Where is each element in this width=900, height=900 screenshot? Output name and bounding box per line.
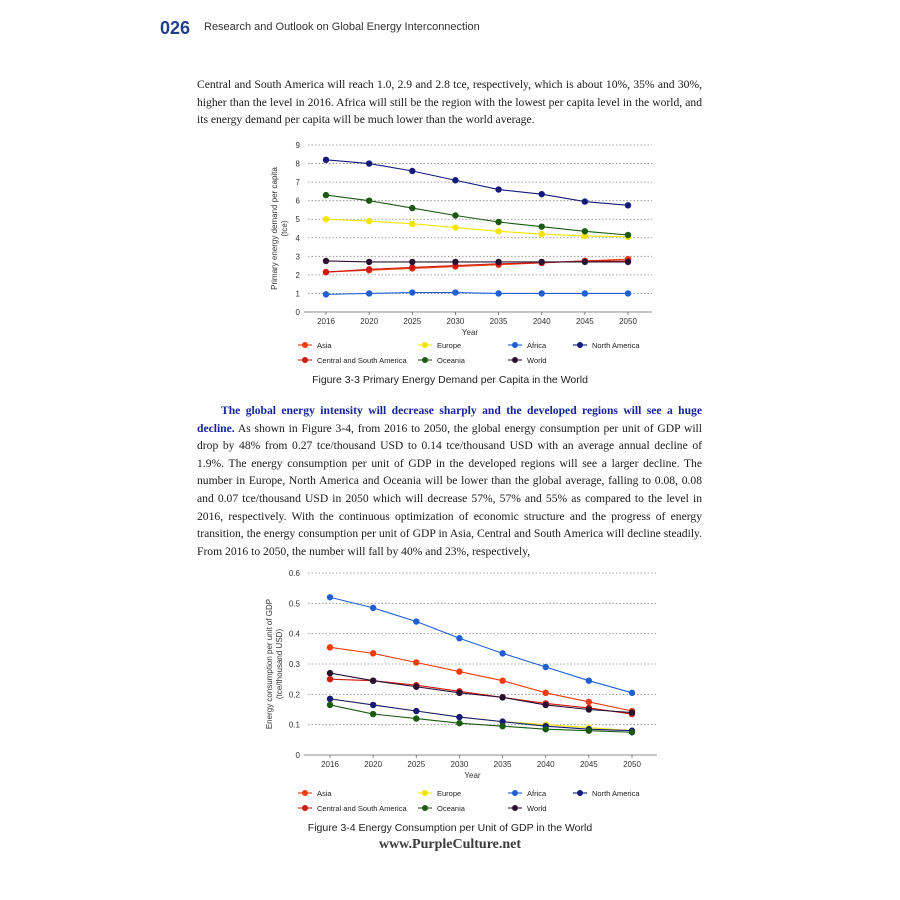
fig33-line-world <box>326 261 628 262</box>
fig33-point-central-and-south-america <box>452 262 458 268</box>
fig33-ytick-label: 0 <box>295 308 300 317</box>
fig33-xtick-label: 2040 <box>532 317 551 326</box>
fig33-point-central-and-south-america <box>625 258 631 264</box>
fig33-point-europe <box>539 231 545 237</box>
fig34-point-europe <box>370 702 376 708</box>
fig33-y-axis-title: Primary energy demand per capita <box>270 167 279 290</box>
fig33-legend-label-world: World <box>527 356 547 365</box>
fig33-point-world <box>495 259 501 265</box>
fig34-point-africa <box>629 690 635 696</box>
fig34-point-africa <box>456 635 462 641</box>
fig34-ytick-label: 0.2 <box>288 690 300 700</box>
fig34-y-axis-title: Energy consumption per unit of GDP <box>265 598 274 730</box>
fig33-point-central-and-south-america <box>582 258 588 264</box>
fig33-ytick-label: 8 <box>295 159 300 169</box>
fig34-point-asia <box>543 690 549 696</box>
fig33-point-europe <box>452 224 458 230</box>
fig33-point-central-and-south-america <box>495 261 501 267</box>
fig33-point-africa <box>582 290 588 296</box>
fig34-legend-marker-oceania <box>422 805 428 811</box>
fig34-point-oceania <box>413 715 419 721</box>
fig34-ytick-label: 0.3 <box>288 660 300 669</box>
fig33-ytick-label: 9 <box>295 141 300 150</box>
fig34-legend-marker-world <box>512 805 518 811</box>
fig33-x-axis-title: Year <box>461 328 479 337</box>
fig33-point-central-and-south-america <box>366 266 372 272</box>
fig34-point-central-and-south-america <box>629 711 635 717</box>
fig33-xtick-label: 2020 <box>360 317 379 326</box>
fig33-point-world <box>323 258 329 264</box>
fig33-point-africa <box>409 289 415 295</box>
fig34-point-asia <box>586 699 592 705</box>
fig33-ytick-label: 7 <box>295 178 300 188</box>
fig33-ytick-label: 6 <box>295 196 300 206</box>
fig33-point-oceania <box>409 205 415 211</box>
fig34-point-world <box>586 706 592 712</box>
fig34-ytick-label: 0.6 <box>288 569 300 578</box>
fig33-point-world <box>625 259 631 265</box>
fig33-point-africa <box>323 291 329 297</box>
fig34-point-oceania <box>586 728 592 734</box>
fig33-xtick-label: 2025 <box>403 317 422 326</box>
fig34-xtick-label: 2040 <box>536 760 555 769</box>
fig33-point-central-and-south-america <box>409 264 415 270</box>
fig33-point-africa <box>366 290 372 296</box>
fig33-legend-label-oceania: Oceania <box>437 356 465 365</box>
fig34-legend-marker-africa <box>512 790 518 796</box>
fig33-point-oceania <box>323 192 329 198</box>
fig33-point-world <box>366 259 372 265</box>
fig34-point-central-and-south-america <box>586 705 592 711</box>
watermark <box>0 837 900 853</box>
fig34-point-africa <box>586 677 592 683</box>
fig33-xtick-label: 2050 <box>619 317 637 326</box>
fig34-legend-label-africa: Africa <box>527 789 547 798</box>
fig33-point-europe <box>582 233 588 239</box>
fig34-ytick-label: 0.4 <box>288 629 300 639</box>
fig34-point-oceania <box>499 723 505 729</box>
fig33-point-oceania <box>625 232 631 238</box>
fig34-point-europe <box>327 696 333 702</box>
fig33-ytick-label: 4 <box>295 233 300 243</box>
fig33-point-europe <box>409 221 415 227</box>
fig33-point-asia <box>539 260 545 266</box>
fig33-point-north-america <box>409 168 415 174</box>
fig34-point-north-america <box>456 714 462 720</box>
fig34-legend-marker-north-america <box>577 790 583 796</box>
fig34-line-central-and-south-america <box>330 679 632 714</box>
fig34-x-axis-title: Year <box>464 771 481 780</box>
fig33-point-asia <box>452 263 458 269</box>
fig34-point-africa <box>543 664 549 670</box>
fig33-point-africa <box>625 290 631 296</box>
fig33-point-central-and-south-america <box>323 269 329 275</box>
fig33-point-oceania <box>539 223 545 229</box>
fig33-legend-label-central-and-south-america: Central and South America <box>317 356 407 365</box>
fig34-point-central-and-south-america <box>327 676 333 682</box>
fig34-point-north-america <box>413 708 419 714</box>
fig33-legend-marker-europe <box>422 342 428 348</box>
fig33-ytick-label: 5 <box>295 215 300 225</box>
fig34-point-asia <box>370 650 376 656</box>
fig34-legend-marker-asia <box>302 790 308 796</box>
fig34-ytick-label: 0.5 <box>288 599 300 609</box>
fig33-point-north-america <box>495 186 501 192</box>
fig33-point-europe <box>366 218 372 224</box>
fig33-point-asia <box>323 269 329 275</box>
fig33-point-north-america <box>452 177 458 183</box>
page-number: 026 <box>160 18 191 38</box>
fig33-legend-label-africa: Africa <box>527 341 547 350</box>
fig33-point-world <box>452 259 458 265</box>
fig33-point-asia <box>495 261 501 267</box>
fig34-point-europe <box>629 728 635 734</box>
fig34-legend-label-central-and-south-america: Central and South America <box>317 804 407 813</box>
fig34-xtick-label: 2045 <box>579 760 598 769</box>
fig34-y-axis-unit: (tce/thousand USD) <box>275 628 284 700</box>
fig33-line-north-america <box>326 160 628 205</box>
figure-3-3-caption: Figure 3-3 Primary Energy Demand per Capita in the World <box>312 374 588 386</box>
fig34-line-asia <box>330 647 632 711</box>
fig34-xtick-label: 2050 <box>623 760 641 769</box>
fig34-xtick-label: 2035 <box>493 760 512 769</box>
fig34-point-asia <box>327 644 333 650</box>
fig34-point-north-america <box>327 696 333 702</box>
fig34-line-europe <box>330 699 632 731</box>
fig34-legend-label-asia: Asia <box>317 789 332 798</box>
fig34-point-north-america <box>586 726 592 732</box>
fig34-point-central-and-south-america <box>499 694 505 700</box>
fig34-point-oceania <box>629 729 635 735</box>
fig33-point-central-and-south-america <box>539 260 545 266</box>
fig33-point-north-america <box>323 157 329 163</box>
fig33-point-north-america <box>582 198 588 204</box>
paragraph-2 <box>197 402 702 560</box>
fig34-point-asia <box>629 708 635 714</box>
paragraph-2-body: As shown in Figure 3-4, from 2016 to 2050, the global energy consumption per unit of GDP will drop by 48% from 0.27 tce/thousand USD to 0.14 tce/thousand USD with an average annual decline of 1.9%. The energy consumption per unit of GDP in the developed regions will see a larger decline. The number in Europe, North America and Oceania will be lower than the global average, falling to 0.08, 0.08 and 0.07 tce/thousand USD in 2050 which will decrease 57%, 57% and 55% as compared to the level in 2016, respectively. With the continuous optimization of economic structure and the progress of energy transition, the energy consumption per unit of GDP in Asia, Central and South America will decline steadily. From 2016 to 2050, the number will fall by 40% and 23%, respectively, <box>197 421 702 558</box>
fig34-point-north-america <box>629 728 635 734</box>
fig34-ytick-label: 0 <box>295 751 300 760</box>
fig33-y-axis-unit: (tce) <box>280 220 289 237</box>
fig33-point-asia <box>625 256 631 262</box>
fig33-xtick-label: 2045 <box>575 317 594 326</box>
fig33-legend-marker-asia <box>302 342 308 348</box>
fig33-ytick-label: 3 <box>295 252 300 262</box>
fig34-point-north-america <box>543 723 549 729</box>
fig33-xtick-label: 2035 <box>489 317 508 326</box>
fig33-ytick-label: 1 <box>295 289 300 299</box>
fig34-xtick-label: 2020 <box>364 760 383 769</box>
fig34-point-central-and-south-america <box>456 688 462 694</box>
fig33-point-world <box>409 259 415 265</box>
fig34-point-africa <box>327 594 333 600</box>
fig33-point-europe <box>625 234 631 240</box>
fig33-point-world <box>582 259 588 265</box>
fig33-legend-marker-central-and-south-america <box>302 357 308 363</box>
fig34-point-africa <box>413 618 419 624</box>
fig34-point-world <box>456 690 462 696</box>
fig34-legend-label-oceania: Oceania <box>437 804 465 813</box>
fig34-point-world <box>629 709 635 715</box>
running-title: Research and Outlook on Global Energy Interconnection <box>204 21 480 33</box>
figure-3-4-caption: Figure 3-4 Energy Consumption per Unit of GDP in the World <box>307 822 593 834</box>
fig34-point-north-america <box>370 702 376 708</box>
fig33-line-europe <box>326 219 628 237</box>
fig34-legend-label-north-america: North America <box>592 789 640 798</box>
fig33-point-africa <box>452 289 458 295</box>
fig33-point-north-america <box>366 160 372 166</box>
fig33-point-asia <box>582 258 588 264</box>
fig34-point-oceania <box>370 711 376 717</box>
fig33-legend-marker-north-america <box>577 342 583 348</box>
watermark-url: www.PurpleCulture.net <box>378 837 522 852</box>
fig33-legend-marker-oceania <box>422 357 428 363</box>
fig34-point-oceania <box>327 702 333 708</box>
fig33-legend-label-north-america: North America <box>592 341 640 350</box>
fig34-point-north-america <box>499 718 505 724</box>
fig33-legend-label-europe: Europe <box>437 341 462 350</box>
fig34-legend-label-europe: Europe <box>437 789 462 798</box>
fig33-point-asia <box>409 265 415 271</box>
fig33-point-africa <box>539 290 545 296</box>
fig34-point-central-and-south-america <box>370 677 376 683</box>
fig34-point-world <box>543 702 549 708</box>
fig33-point-north-america <box>539 191 545 197</box>
fig34-line-world <box>330 673 632 712</box>
fig33-point-europe <box>323 216 329 222</box>
fig33-xtick-label: 2016 <box>317 317 335 326</box>
fig33-legend-marker-world <box>512 357 518 363</box>
fig33-xtick-label: 2030 <box>446 317 465 326</box>
fig33-point-africa <box>495 290 501 296</box>
fig33-ytick-label: 2 <box>295 270 300 280</box>
fig33-point-oceania <box>495 219 501 225</box>
fig33-line-asia <box>326 259 628 272</box>
paragraph-2-lead: The global energy intensity will decrease sharply and the developed regions will see a huge decline. <box>197 404 702 435</box>
fig34-ytick-label: 0.1 <box>288 720 300 730</box>
fig33-line-africa <box>326 293 628 295</box>
fig33-point-asia <box>366 267 372 273</box>
fig34-legend-label-world: World <box>527 804 547 813</box>
fig34-xtick-label: 2025 <box>407 760 426 769</box>
fig34-point-asia <box>413 659 419 665</box>
fig34-xtick-label: 2016 <box>321 760 339 769</box>
fig33-point-north-america <box>625 202 631 208</box>
fig33-point-europe <box>495 228 501 234</box>
fig33-legend-marker-africa <box>512 342 518 348</box>
fig34-line-oceania <box>330 705 632 732</box>
fig34-line-africa <box>330 597 632 693</box>
fig33-legend-label-asia: Asia <box>317 341 332 350</box>
fig34-point-world <box>499 694 505 700</box>
fig34-point-africa <box>499 650 505 656</box>
fig34-point-oceania <box>543 726 549 732</box>
paragraph-1: Central and South America will reach 1.0, 2.9 and 2.8 tce, respectively, which is about 10%, 35% and 30%, higher than the level in 2016. Africa will still be the region with the lowest per capita level in the world, and its energy demand per capita will be much lower than the world average. <box>197 78 702 127</box>
fig34-point-europe <box>499 718 505 724</box>
fig34-point-africa <box>370 605 376 611</box>
fig34-point-europe <box>586 725 592 731</box>
fig33-line-central-and-south-america <box>326 261 628 272</box>
fig34-point-world <box>370 677 376 683</box>
fig34-xtick-label: 2030 <box>450 760 469 769</box>
fig34-legend-marker-central-and-south-america <box>302 805 308 811</box>
fig33-point-oceania <box>366 197 372 203</box>
fig34-point-europe <box>543 721 549 727</box>
fig34-point-world <box>413 684 419 690</box>
fig34-point-asia <box>499 677 505 683</box>
fig34-point-central-and-south-america <box>413 682 419 688</box>
fig34-legend-marker-europe <box>422 790 428 796</box>
fig34-point-asia <box>456 668 462 674</box>
fig34-point-europe <box>413 708 419 714</box>
fig34-line-north-america <box>330 699 632 731</box>
fig33-point-world <box>539 259 545 265</box>
fig34-point-oceania <box>456 720 462 726</box>
fig33-line-oceania <box>326 195 628 235</box>
fig33-point-oceania <box>582 228 588 234</box>
fig34-point-world <box>327 670 333 676</box>
fig34-point-central-and-south-america <box>543 700 549 706</box>
fig34-point-europe <box>456 714 462 720</box>
fig33-point-oceania <box>452 212 458 218</box>
